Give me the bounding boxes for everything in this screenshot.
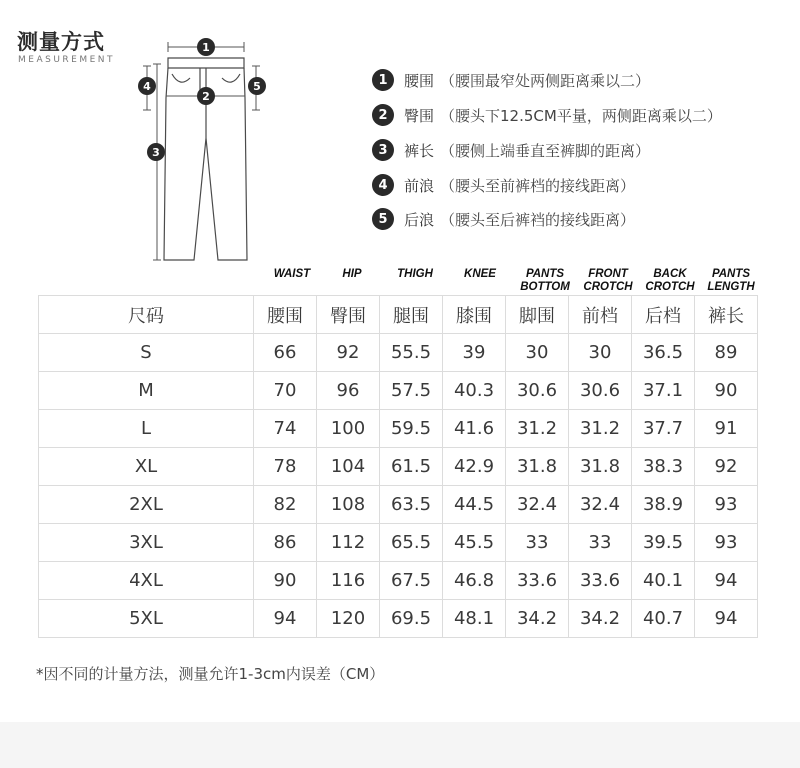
eng-header-back-crotch: BACK CROTCH: [645, 268, 695, 293]
value-cell: 36.5: [632, 334, 695, 372]
value-cell: 86: [254, 524, 317, 562]
eng-header-hip: HIP: [342, 268, 362, 280]
footer-bar: [0, 722, 800, 768]
value-cell: 94: [254, 600, 317, 638]
legend-description: （腰头下12.5CM平量，两侧距离乘以二）: [440, 106, 722, 125]
legend-item-length: [372, 138, 650, 162]
pants-measurement-diagram: [130, 28, 280, 268]
value-cell: 39.5: [632, 524, 695, 562]
value-cell: 腿围: [380, 296, 443, 334]
value-cell: 32.4: [569, 486, 632, 524]
legend-number: 3: [372, 139, 394, 161]
value-cell: 31.2: [506, 410, 569, 448]
value-cell: 37.1: [632, 372, 695, 410]
size-table: [38, 295, 758, 638]
value-cell: 40.1: [632, 562, 695, 600]
value-cell: 31.8: [569, 448, 632, 486]
value-cell: 90: [695, 372, 758, 410]
value-cell: 82: [254, 486, 317, 524]
size-cell: 2XL: [39, 486, 254, 524]
value-cell: 55.5: [380, 334, 443, 372]
size-cell: 5XL: [39, 600, 254, 638]
value-cell: 90: [254, 562, 317, 600]
value-cell: 30.6: [506, 372, 569, 410]
table-row: [39, 562, 758, 600]
eng-header-knee: KNEE: [464, 268, 496, 280]
value-cell: 93: [695, 524, 758, 562]
table-row: [39, 524, 758, 562]
value-cell: 70: [254, 372, 317, 410]
value-cell: 40.7: [632, 600, 695, 638]
value-cell: 108: [317, 486, 380, 524]
value-cell: 67.5: [380, 562, 443, 600]
value-cell: 96: [317, 372, 380, 410]
value-cell: 33.6: [569, 562, 632, 600]
legend-name: 前浪: [404, 176, 435, 195]
size-cell: 尺码: [39, 296, 254, 334]
value-cell: 脚围: [506, 296, 569, 334]
legend-description: （腰侧上端垂直至裤脚的距离）: [440, 141, 651, 160]
legend-number: 2: [372, 104, 394, 126]
marker-2: [197, 87, 215, 105]
value-cell: 66: [254, 334, 317, 372]
eng-header-pants-bottom: PANTS BOTTOM: [520, 268, 570, 293]
value-cell: 65.5: [380, 524, 443, 562]
value-cell: 120: [317, 600, 380, 638]
page-subtitle: MEASUREMENT: [18, 55, 116, 65]
value-cell: 59.5: [380, 410, 443, 448]
legend-number: 4: [372, 174, 394, 196]
value-cell: 74: [254, 410, 317, 448]
marker-4-label: 4: [143, 80, 151, 93]
value-cell: 31.2: [569, 410, 632, 448]
value-cell: 92: [317, 334, 380, 372]
value-cell: 94: [695, 562, 758, 600]
value-cell: 41.6: [443, 410, 506, 448]
table-row: [39, 334, 758, 372]
value-cell: 91: [695, 410, 758, 448]
value-cell: 32.4: [506, 486, 569, 524]
legend-name: 腰围: [404, 71, 435, 90]
eng-header-pants-length: PANTS LENGTH: [707, 268, 755, 293]
marker-3: [147, 143, 165, 161]
legend-name: 臀围: [404, 106, 435, 125]
value-cell: 前档: [569, 296, 632, 334]
legend-description: （腰头至后裤裆的接线距离）: [440, 210, 636, 229]
legend-item-hip: [372, 103, 722, 127]
table-row: [39, 372, 758, 410]
value-cell: 后档: [632, 296, 695, 334]
value-cell: 61.5: [380, 448, 443, 486]
legend-description: （腰头至前裤档的接线距离）: [440, 176, 636, 195]
value-cell: 腰围: [254, 296, 317, 334]
value-cell: 94: [695, 600, 758, 638]
eng-header-front-crotch: FRONT CROTCH: [583, 268, 633, 293]
value-cell: 37.7: [632, 410, 695, 448]
value-cell: 89: [695, 334, 758, 372]
value-cell: 38.9: [632, 486, 695, 524]
table-row: [39, 448, 758, 486]
legend-name: 后浪: [404, 210, 435, 229]
marker-2-label: 2: [202, 90, 210, 103]
value-cell: 100: [317, 410, 380, 448]
value-cell: 臀围: [317, 296, 380, 334]
value-cell: 33.6: [506, 562, 569, 600]
value-cell: 裤长: [695, 296, 758, 334]
value-cell: 30: [506, 334, 569, 372]
value-cell: 104: [317, 448, 380, 486]
legend-item-waist: [372, 68, 650, 92]
value-cell: 92: [695, 448, 758, 486]
marker-5: [248, 77, 266, 95]
value-cell: 42.9: [443, 448, 506, 486]
table-row: [39, 600, 758, 638]
value-cell: 30.6: [569, 372, 632, 410]
legend-item-front-rise: [372, 173, 635, 197]
value-cell: 63.5: [380, 486, 443, 524]
value-cell: 44.5: [443, 486, 506, 524]
marker-4: [138, 77, 156, 95]
value-cell: 69.5: [380, 600, 443, 638]
marker-1-label: 1: [202, 41, 210, 54]
value-cell: 31.8: [506, 448, 569, 486]
page-title: 测量方式: [17, 30, 105, 54]
size-cell: S: [39, 334, 254, 372]
value-cell: 40.3: [443, 372, 506, 410]
value-cell: 48.1: [443, 600, 506, 638]
value-cell: 45.5: [443, 524, 506, 562]
table-row: [39, 410, 758, 448]
table-row: [39, 486, 758, 524]
value-cell: 78: [254, 448, 317, 486]
value-cell: 38.3: [632, 448, 695, 486]
value-cell: 116: [317, 562, 380, 600]
eng-header-thigh: THIGH: [397, 268, 433, 280]
marker-5-label: 5: [253, 80, 261, 93]
value-cell: 57.5: [380, 372, 443, 410]
size-cell: L: [39, 410, 254, 448]
table-header-row: [39, 296, 758, 334]
measurement-note: *因不同的计量方法，测量允许1-3cm内误差（CM）: [36, 665, 385, 683]
size-cell: M: [39, 372, 254, 410]
legend-name: 裤长: [404, 141, 435, 160]
value-cell: 30: [569, 334, 632, 372]
legend-item-back-rise: [372, 207, 635, 231]
value-cell: 39: [443, 334, 506, 372]
value-cell: 33: [569, 524, 632, 562]
marker-3-label: 3: [152, 146, 160, 159]
legend-number: 5: [372, 208, 394, 230]
value-cell: 膝围: [443, 296, 506, 334]
value-cell: 33: [506, 524, 569, 562]
marker-1: [197, 38, 215, 56]
eng-header-waist: WAIST: [273, 268, 311, 280]
size-cell: 3XL: [39, 524, 254, 562]
size-cell: XL: [39, 448, 254, 486]
legend-number: 1: [372, 69, 394, 91]
value-cell: 112: [317, 524, 380, 562]
value-cell: 34.2: [506, 600, 569, 638]
value-cell: 93: [695, 486, 758, 524]
size-cell: 4XL: [39, 562, 254, 600]
value-cell: 34.2: [569, 600, 632, 638]
legend-description: （腰围最窄处两侧距离乘以二）: [440, 71, 651, 90]
value-cell: 46.8: [443, 562, 506, 600]
